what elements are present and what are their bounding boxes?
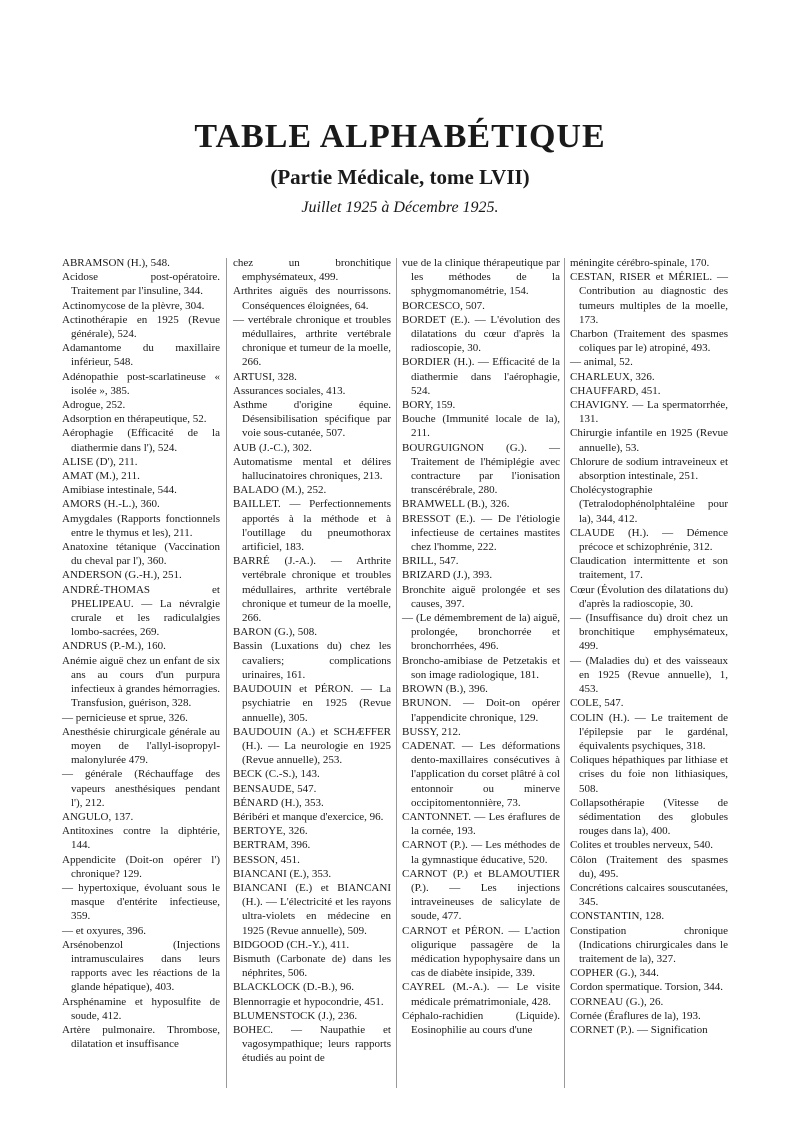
index-entry: BECK (C.-S.), 143. bbox=[233, 768, 320, 781]
index-entry: Arsénobenzol (Injections intramusculaires dans leurs rapports avec les réactions de la glande hépatique), 403. bbox=[62, 938, 220, 994]
index-entry: BOHEC. — Naupathie et vagosympathique; leurs rapports étudiés au point de bbox=[233, 1023, 391, 1065]
index-entry: COLIN (H.). — Le traitement de l'épilepsie par le gardénal, équivalents psychiques, 318. bbox=[570, 711, 728, 752]
index-entry: CAYREL (M.-A.). — Le visite médicale prématrimoniale, 428. bbox=[402, 981, 560, 1008]
index-entry: Cordon spermatique. Torsion, 344. bbox=[570, 981, 724, 994]
index-entry: Arthrites aiguës des nourrissons. Conséquences éloignées, 64. bbox=[233, 285, 391, 312]
index-entry: BORY, 159. bbox=[402, 399, 456, 412]
index-entry: BAILLET. — Perfectionnements apportés à la méthode et à l'outillage du pneumothorax artificiel, 183. bbox=[233, 498, 391, 554]
index-entry: BIANCANI (E.) et BIANCANI (H.). — L'électricité et les rayons ultra-violets en médecine en 1925 (Revue annuelle), 509. bbox=[233, 881, 391, 937]
index-entry: Cholécystographie (Tetralodophénolphtaléine pour la), 344, 412. bbox=[570, 484, 728, 525]
index-entry: Anesthésie chirurgicale générale au moyen de l'allyl-isopropyl-malonylurée 479. bbox=[62, 725, 220, 767]
index-entry: Bismuth (Carbonate de) dans les néphrites, 506. bbox=[233, 952, 391, 980]
index-entry: Arsphénamine et hyposulfite de soude, 412. bbox=[62, 995, 220, 1022]
index-entry: COPHER (G.), 344. bbox=[570, 967, 659, 980]
index-entry: CADENAT. — Les déformations dento-maxillaires consécutives à l'application du corset plâtré à col entonnoir ou minerve occipitomentonnière, 73. bbox=[402, 739, 560, 809]
index-entry: méningite cérébro-spinale, 170. bbox=[570, 257, 710, 269]
index-entry: CORNET (P.). — Signification bbox=[570, 1023, 708, 1036]
index-entry: BERTRAM, 396. bbox=[233, 839, 311, 852]
index-entry: Assurances sociales, 413. bbox=[233, 384, 346, 397]
index-entry: Bronchite aiguë prolongée et ses causes, 397. bbox=[402, 583, 560, 610]
index-entry: chez un bronchitique emphysémateux, 499. bbox=[233, 257, 391, 284]
index-entry: Charbon (Traitement des spasmes coliques par le) atropiné, 493. bbox=[570, 328, 728, 355]
index-entry: BORDIER (H.). — Efficacité de la diathermie dans l'aérophagie, 524. bbox=[402, 356, 560, 397]
index-entry: Chirurgie infantile en 1925 (Revue annuelle), 53. bbox=[570, 427, 728, 454]
index-entry: CANTONNET. — Les éraflures de la cornée, 193. bbox=[402, 810, 560, 838]
index-entry: ANDRUS (P.-M.), 160. bbox=[62, 640, 166, 653]
index-entry: — (Insuffisance du) droit chez un bronchitique emphysémateux, 499. bbox=[570, 612, 728, 653]
index-entry: BARON (G.), 508. bbox=[233, 626, 318, 639]
index-entry: — animal, 52. bbox=[570, 356, 633, 369]
index-entry: Anémie aiguë chez un enfant de six ans au cours d'un purpura infectieux à grandes hémorragies. Transfusion, guérison, 328. bbox=[62, 654, 220, 710]
index-column-1 bbox=[62, 256, 220, 1051]
index-entry: Constipation chronique (Indications chirurgicales dans le traitement de la), 327. bbox=[570, 924, 728, 965]
index-entry: ARTUSI, 328. bbox=[233, 370, 297, 383]
index-entry: CHAVIGNY. — La spermatorrhée, 131. bbox=[570, 399, 728, 426]
index-entry: CHAUFFARD, 451. bbox=[570, 384, 661, 397]
index-entry: — générale (Réchauffage des vapeurs anesthésiques pendant l'), 212. bbox=[62, 768, 220, 809]
index-entry: Cœur (Évolution des dilatations du) d'après la radioscopie, 30. bbox=[570, 583, 728, 610]
index-entry: vue de la clinique thérapeutique par les méthodes de la sphygmomanométrie, 154. bbox=[402, 257, 560, 298]
index-entry: — et oxyures, 396. bbox=[62, 924, 147, 937]
index-entry: — (Le démembrement de la) aiguë, prolongée, bronchorrée et bronchorrhées, 496. bbox=[402, 612, 560, 653]
index-entry: Adénopathie post-scarlatineuse « isolée », 385. bbox=[62, 370, 220, 397]
index-entry: AMAT (M.), 211. bbox=[62, 470, 140, 483]
index-entry: CHARLEUX, 326. bbox=[570, 370, 655, 383]
index-entry: BORDET (E.). — L'évolution des dilatations du cœur d'après la radioscopie, 30. bbox=[402, 313, 560, 355]
index-entry: CARNOT (P.). — Les méthodes de la gymnastique éducative, 520. bbox=[402, 839, 560, 866]
index-entry: AMORS (H.-L.), 360. bbox=[62, 498, 160, 511]
index-entry: Claudication intermittente et son traitement, 17. bbox=[570, 555, 728, 582]
index-entry: BAUDOUIN et PÉRON. — La psychiatrie en 1925 (Revue annuelle), 305. bbox=[233, 683, 391, 724]
index-entry: BENSAUDE, 547. bbox=[233, 782, 317, 795]
index-entry: BERTOYE, 326. bbox=[233, 825, 308, 838]
index-entry: Côlon (Traitement des spasmes du), 495. bbox=[570, 853, 728, 880]
index-column-4 bbox=[570, 256, 728, 1037]
column-divider bbox=[564, 258, 565, 1088]
index-entry: BLACKLOCK (D.-B.), 96. bbox=[233, 981, 354, 994]
index-entry: — pernicieuse et sprue, 326. bbox=[62, 711, 188, 724]
index-entry: BRESSOT (E.). — De l'étiologie infectieuse de certaines mastites chez l'homme, 222. bbox=[402, 512, 560, 554]
index-entry: Adsorption en thérapeutique, 52. bbox=[62, 413, 207, 426]
index-entry: BLUMENSTOCK (J.), 236. bbox=[233, 1009, 358, 1022]
index-entry: BIANCANI (E.), 353. bbox=[233, 867, 332, 880]
index-entry: ABRAMSON (H.), 548. bbox=[62, 257, 170, 269]
index-entry: Blennorragie et hypocondrie, 451. bbox=[233, 995, 384, 1008]
index-entry: CESTAN, RISER et MÉRIEL. — Contribution au diagnostic des tumeurs multiples de la moelle, 173. bbox=[570, 271, 728, 326]
column-divider bbox=[226, 258, 227, 1088]
index-entry: Actinomycose de la plèvre, 304. bbox=[62, 299, 205, 312]
index-entry: BARRÉ (J.-A.). — Arthrite vertébrale chronique et troubles médullaires, arthrite vertébrale chronique et tumeur de la moelle, 266. bbox=[233, 555, 391, 625]
index-entry: Artère pulmonaire. Thrombose, dilatation et insuffisance bbox=[62, 1023, 220, 1051]
index-entry: Automatisme mental et délires hallucinatoires chroniques, 213. bbox=[233, 455, 391, 483]
index-entry: Colites et troubles nerveux, 540. bbox=[570, 839, 713, 852]
index-entry: Antitoxines contre la diphtérie, 144. bbox=[62, 825, 220, 852]
page-title: TABLE ALPHABÉTIQUE bbox=[194, 118, 606, 155]
index-entry: BOURGUIGNON (G.). — Traitement de l'hémiplégie avec contracture par l'ionisation transcérébrale, 280. bbox=[402, 441, 560, 497]
index-entry: Broncho-amibiase de Petzetakis et son image radiologique, 181. bbox=[402, 654, 560, 681]
index-entry: ANDERSON (G.-H.), 251. bbox=[62, 569, 182, 582]
index-entry: BRUNON. — Doit-on opérer l'appendicite chronique, 129. bbox=[402, 697, 560, 724]
index-entry: Appendicite (Doit-on opérer l') chronique? 129. bbox=[62, 853, 220, 880]
index-entry: Amibiase intestinale, 544. bbox=[62, 484, 177, 497]
index-entry: AUB (J.-C.), 302. bbox=[233, 441, 312, 454]
index-entry: Amygdales (Rapports fonctionnels entre le thymus et les), 211. bbox=[62, 512, 220, 539]
index-entry: Collapsothérapie (Vitesse de sédimentation des globules rouges dans la), 400. bbox=[570, 796, 728, 838]
index-entry: BRILL, 547. bbox=[402, 555, 459, 568]
index-entry: BALADO (M.), 252. bbox=[233, 484, 327, 497]
index-entry: CARNOT (P.) et BLAMOUTIER (P.). — Les injections intraveineuses de salicylate de soude, 477. bbox=[402, 867, 560, 923]
index-entry: BIDGOOD (CH.-Y.), 411. bbox=[233, 938, 350, 951]
date-range: Juillet 1925 à Décembre 1925. bbox=[301, 199, 499, 216]
index-entry: COLE, 547. bbox=[570, 697, 624, 710]
index-entry: CARNOT et PÉRON. — L'action oligurique passagère de la médication hypophysaire dans un cas de diabète insipide, 339. bbox=[402, 924, 560, 980]
index-entry: Bassin (Luxations du) chez les cavaliers; complications urinaires, 161. bbox=[233, 640, 391, 681]
index-entry: BRIZARD (J.), 393. bbox=[402, 569, 493, 582]
index-entry: ANGULO, 137. bbox=[62, 810, 134, 823]
index-entry: CONSTANTIN, 128. bbox=[570, 910, 665, 923]
index-column-2 bbox=[233, 256, 391, 1066]
index-entry: ALISE (D'), 211. bbox=[62, 455, 138, 468]
index-entry: Bouche (Immunité locale de la), 211. bbox=[402, 413, 560, 440]
index-entry: BORCESCO, 507. bbox=[402, 299, 485, 312]
index-entry: Actinothérapie en 1925 (Revue générale), 524. bbox=[62, 313, 220, 341]
index-entry: Acidose post-opératoire. Traitement par l'insuline, 344. bbox=[62, 271, 220, 298]
index-entry: BÉNARD (H.), 353. bbox=[233, 796, 324, 809]
index-entry: BAUDOUIN (A.) et SCHÆFFER (H.). — La neurologie en 1925 (Revue annuelle), 253. bbox=[233, 725, 391, 767]
index-entry: BESSON, 451. bbox=[233, 853, 300, 866]
index-entry: Cornée (Éraflures de la), 193. bbox=[570, 1009, 701, 1022]
index-column-3 bbox=[402, 256, 560, 1037]
index-entry: Chlorure de sodium intraveineux et absorption intestinale, 251. bbox=[570, 455, 728, 483]
index-entry: Béribéri et manque d'exercice, 96. bbox=[233, 810, 384, 823]
index-entry: Coliques hépathiques par lithiase et crises du foie non lithiasiques, 508. bbox=[570, 754, 728, 795]
index-entry: ANDRÉ-THOMAS et PHELIPEAU. — La névralgie crurale et les radiculalgies lombo-sacrées, 269. bbox=[62, 583, 220, 639]
index-entry: BROWN (B.), 396. bbox=[402, 683, 488, 696]
index-entry: Asthme d'origine équine. Désensibilisation spécifique par voie sous-cutanée, 507. bbox=[233, 399, 391, 440]
index-entry: — (Maladies du) et des vaisseaux en 1925 (Revue annuelle), 1, 453. bbox=[570, 654, 728, 696]
column-divider bbox=[396, 258, 397, 1088]
index-entry: Adrogue, 252. bbox=[62, 399, 126, 412]
index-entry: CORNEAU (G.), 26. bbox=[570, 995, 664, 1008]
index-entry: CLAUDE (H.). — Démence précoce et schizophrénie, 312. bbox=[570, 526, 728, 554]
page-subtitle: (Partie Médicale, tome LVII) bbox=[270, 165, 530, 189]
index-entry: — hypertoxique, évoluant sous le masque d'entérite infectieuse, 359. bbox=[62, 881, 220, 923]
index-entry: — vertébrale chronique et troubles médullaires, arthrite vertébrale chronique et tumeur de la moelle, 266. bbox=[233, 313, 391, 369]
index-entry: BUSSY, 212. bbox=[402, 725, 461, 738]
index-entry: Adamantome du maxillaire inférieur, 548. bbox=[62, 342, 220, 369]
index-entry: Anatoxine tétanique (Vaccination du cheval par l'), 360. bbox=[62, 541, 220, 568]
index-entry: BRAMWELL (B.), 326. bbox=[402, 498, 510, 511]
index-entry: Concrétions calcaires souscutanées, 345. bbox=[570, 881, 728, 909]
index-entry: Aérophagie (Efficacité de la diathermie dans l'), 524. bbox=[62, 427, 220, 454]
index-entry: Céphalo-rachidien (Liquide). Eosinophilie au cours d'une bbox=[402, 1009, 560, 1036]
